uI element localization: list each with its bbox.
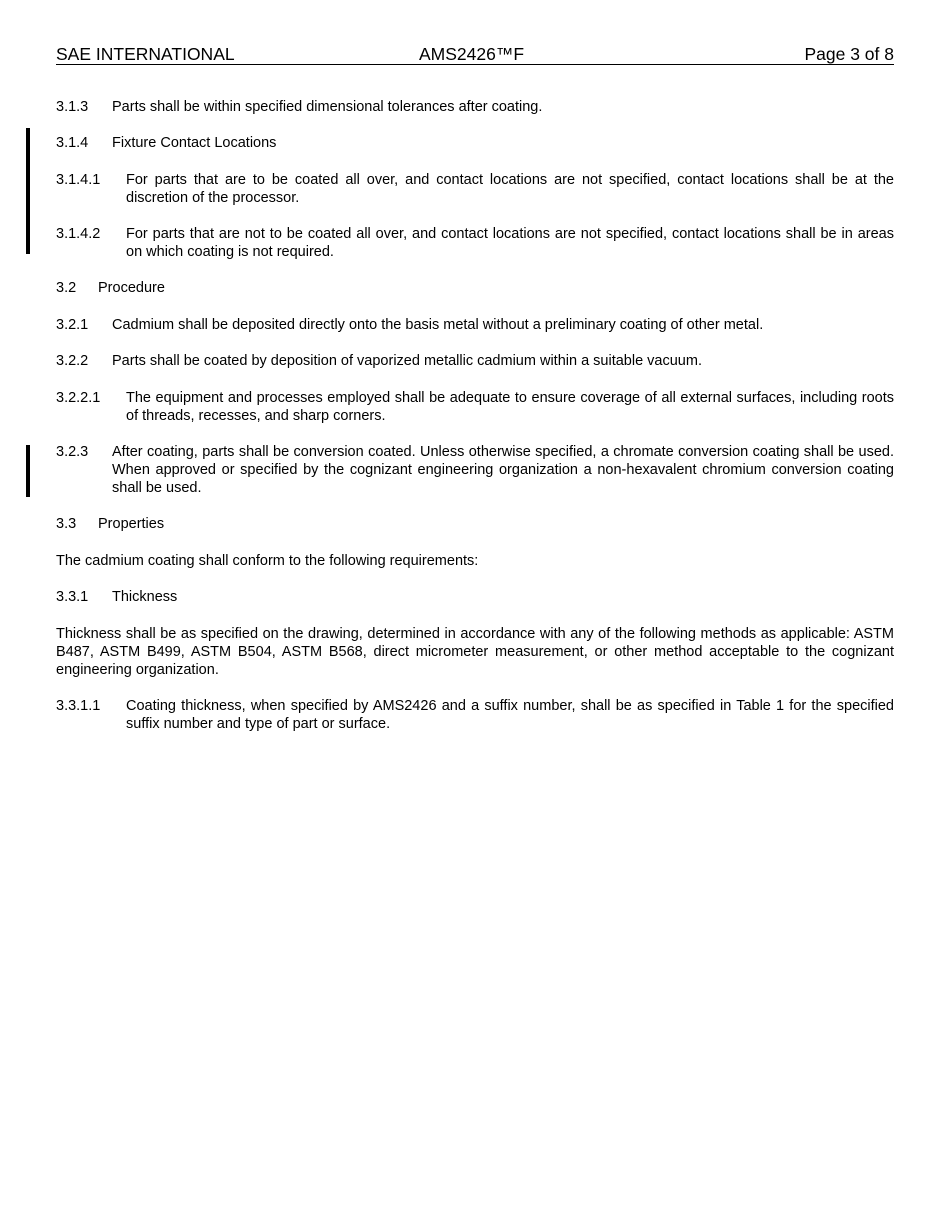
section-heading: Properties xyxy=(98,516,165,532)
section-3-2 xyxy=(56,279,894,297)
section-number: 3.1.3 xyxy=(56,99,89,115)
section-text: Cadmium shall be deposited directly onto the basis metal without a preliminary coating of other metal. xyxy=(112,317,764,333)
section-3-2-3 xyxy=(56,443,894,497)
section-3-2-2-1 xyxy=(56,389,894,425)
section-3-3 xyxy=(56,515,894,533)
header-organization: SAE INTERNATIONAL xyxy=(56,44,235,64)
section-3-1-4 xyxy=(56,134,894,152)
revision-change-bar xyxy=(26,445,30,497)
section-text: The equipment and processes employed shall be adequate to ensure coverage of all external surfaces, including roots of threads, recesses, and sharp corners. xyxy=(126,390,894,424)
header-page-number: Page 3 of 8 xyxy=(804,44,894,64)
section-text: After coating, parts shall be conversion coated. Unless otherwise specified, a chromate conversion coating shall be used. When approved or specified by the cognizant engineering organization a non-hexavalent chromium conversion coating shall be used. xyxy=(112,444,894,496)
section-heading: Thickness xyxy=(112,589,178,605)
thickness-paragraph xyxy=(56,625,894,679)
section-number: 3.3.1.1 xyxy=(56,698,101,714)
section-3-2-2 xyxy=(56,352,894,370)
section-number: 3.3.1 xyxy=(56,589,89,605)
header-document-number: AMS2426™F xyxy=(419,44,525,64)
section-text: Parts shall be coated by deposition of vaporized metallic cadmium within a suitable vacuum. xyxy=(112,353,702,369)
section-heading: Procedure xyxy=(98,280,165,296)
section-3-3-1-1 xyxy=(56,697,894,733)
section-3-1-4-1 xyxy=(56,171,894,207)
section-heading: Fixture Contact Locations xyxy=(112,135,277,151)
section-number: 3.2.1 xyxy=(56,317,89,333)
section-text: Thickness shall be as specified on the drawing, determined in accordance with any of the following methods as applicable: ASTM B487, ASTM B499, ASTM B504, ASTM B568, direct micrometer measurement, or other method acceptable to the cognizant engineering organization. xyxy=(56,626,894,678)
section-number: 3.2.3 xyxy=(56,444,89,460)
section-number: 3.2 xyxy=(56,280,77,296)
section-3-3-1 xyxy=(56,588,894,606)
section-3-2-1 xyxy=(56,316,894,334)
section-text: Coating thickness, when specified by AMS2426 and a suffix number, shall be as specified in Table 1 for the specified suffix number and type of part or surface. xyxy=(126,698,894,732)
section-number: 3.1.4.2 xyxy=(56,226,101,242)
section-3-1-4-2 xyxy=(56,225,894,261)
section-number: 3.1.4 xyxy=(56,135,89,151)
properties-intro xyxy=(56,552,894,570)
section-number: 3.2.2 xyxy=(56,353,89,369)
section-text: For parts that are to be coated all over, and contact locations are not specified, contact locations shall be at the discretion of the processor. xyxy=(126,172,894,206)
section-text: The cadmium coating shall conform to the following requirements: xyxy=(56,553,479,569)
revision-change-bar xyxy=(26,128,30,254)
section-3-1-3 xyxy=(56,98,894,116)
section-number: 3.3 xyxy=(56,516,77,532)
page-header xyxy=(56,45,894,65)
section-number: 3.2.2.1 xyxy=(56,390,101,406)
section-text: For parts that are not to be coated all over, and contact locations are not specified, contact locations shall be in areas on which coating is not required. xyxy=(126,226,894,260)
section-text: Parts shall be within specified dimensional tolerances after coating. xyxy=(112,99,543,115)
section-number: 3.1.4.1 xyxy=(56,172,101,188)
